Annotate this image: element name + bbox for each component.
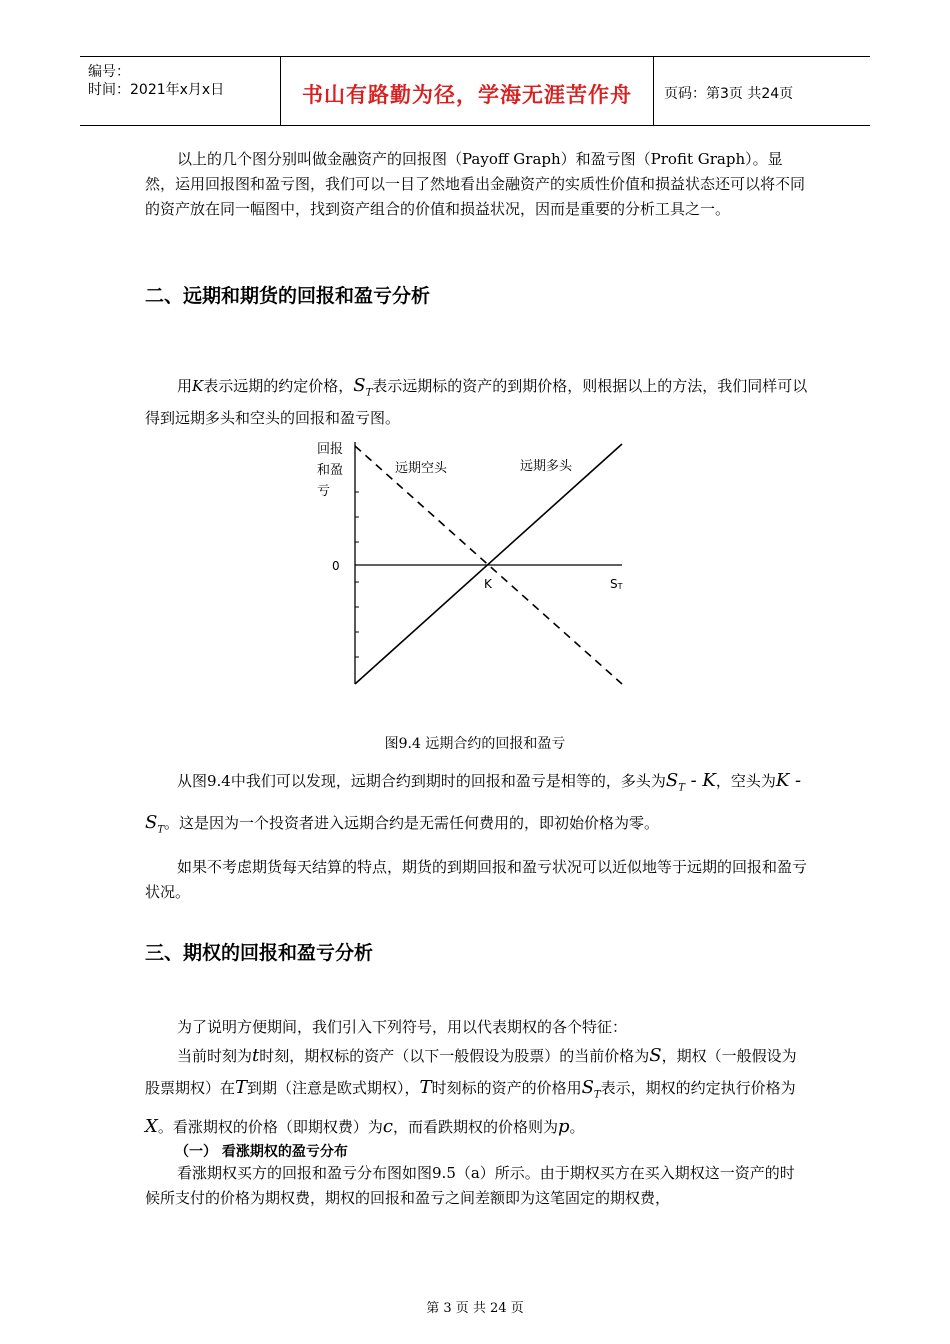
- page-footer: 第 3 页 共 24 页: [426, 1301, 524, 1316]
- section-3-title: 三、期权的回报和盈亏分析: [145, 942, 374, 964]
- zero-label: 0: [332, 559, 340, 573]
- text-run: ，空头为: [715, 772, 776, 790]
- math-S: S: [353, 375, 366, 396]
- y-axis-label-line-1: 回报: [317, 442, 344, 457]
- section-3-paragraph-2: [145, 1040, 809, 1143]
- text-run: 到期（注意是欧式期权），: [247, 1079, 420, 1097]
- intro-paragraph: 以上的几个图分别叫做金融资产的回报图（Payoff Graph）和盈亏图（Profit Graph）。显然，运用回报图和盈亏图，我们可以一目了然地看出金融资产的实质性价值和损益状态还可以将不同的资产放在同一幅图中，找到资产组合的价值和损益状况，因而是重要的分析工具之一。: [145, 150, 806, 218]
- short-forward-label: 远期空头: [395, 461, 448, 476]
- header-left-cell: [80, 57, 281, 125]
- section-3-paragraph-3: 看涨期权买方的回报和盈亏分布图如图9.5（a）所示。由于期权买方在买入期权这一资产的时候所支付的价格为期权费，期权的回报和盈亏之间差额即为这笔固定的期权费，: [145, 1164, 795, 1207]
- math-T: T: [419, 1077, 432, 1098]
- doc-time-label: 时间：2021年x月x日: [88, 82, 225, 98]
- math-c: c: [382, 1115, 393, 1137]
- forward-payoff-chart: [310, 432, 640, 712]
- text-run: 时刻标的资产的价格用: [431, 1079, 582, 1097]
- text-run: 时刻，期权标的资产（以下一般假设为股票）的当前价格为: [259, 1047, 650, 1065]
- section-2-paragraph-3: 如果不考虑期货每天结算的特点，期货的到期回报和盈亏状况可以近似地等于远期的回报和盈亏状况。: [145, 858, 808, 901]
- math-ST-minus-K: [665, 770, 716, 794]
- text-run: 。这是因为一个投资者进入远期合约是无需任何费用的，即初始价格为零。: [164, 813, 660, 832]
- section-2-paragraph-1: [145, 373, 809, 431]
- math-X: X: [145, 1115, 158, 1137]
- header-page-label: 页码：第3页 共24页: [664, 86, 794, 102]
- section-2-paragraph-2: [145, 764, 809, 847]
- math-sub-T: T: [593, 1089, 601, 1101]
- header-motto: 书山有路勤为径，学海无涯苦作舟: [302, 83, 632, 107]
- chart-background: [310, 432, 640, 712]
- strike-k-label: K: [484, 577, 492, 591]
- math-ST: [353, 375, 373, 399]
- text-run: 表示远期标的资产的到期价格，则根据以上的方法，我们同样可以得到远期多头和空头的回报和盈亏图。: [145, 377, 808, 427]
- math-K-minus-S: K - S: [145, 770, 802, 833]
- text-run: 表示，期权的约定执行价格为: [600, 1079, 796, 1097]
- text-run: 。: [569, 1117, 585, 1136]
- math-ST: [581, 1077, 601, 1101]
- text-run: ，期权（一般假设为股票期权）在: [145, 1047, 797, 1097]
- math-T: T: [235, 1077, 248, 1098]
- subsection-1-title: （一） 看涨期权的盈亏分布: [175, 1144, 348, 1160]
- long-forward-label: 远期多头: [520, 459, 573, 474]
- text-run: 。看涨期权的价格（即期权费）为: [157, 1117, 383, 1136]
- section-3-paragraph-1: 为了说明方便期间，我们引入下列符号，用以代表期权的各个特征：: [177, 1018, 628, 1036]
- text-run: 用: [177, 377, 193, 395]
- math-minus-K: - K: [684, 770, 716, 791]
- figure-caption: 图9.4 远期合约的回报和盈亏: [384, 736, 566, 752]
- math-sub-T: T: [157, 824, 165, 836]
- st-t: T: [617, 582, 623, 591]
- math-S: S: [581, 1077, 594, 1098]
- math-sub-T: T: [365, 387, 373, 399]
- header-center-cell: [281, 57, 654, 125]
- header-right-cell: [654, 57, 870, 125]
- section-2-title: 二、远期和期货的回报和盈亏分析: [145, 285, 431, 307]
- math-K: K: [192, 377, 204, 395]
- text-run: 表示远期的约定价格，: [203, 377, 354, 395]
- math-sub-T: T: [678, 782, 685, 794]
- text-run: ，而看跌期权的价格则为: [392, 1117, 558, 1136]
- math-t: t: [252, 1045, 260, 1066]
- text-run: 从图9.4中我们可以发现，远期合约到期时的回报和盈亏是相等的，多头为: [177, 772, 666, 790]
- math-S: S: [649, 1045, 662, 1066]
- page-header: [80, 56, 870, 126]
- st-s: S: [610, 577, 618, 591]
- text-run: 当前时刻为: [177, 1047, 253, 1065]
- y-axis-label-line-2: 和盈: [317, 463, 344, 478]
- doc-number-label: 编号：: [88, 64, 130, 80]
- y-axis-label-line-3: 亏: [317, 484, 331, 499]
- math-S: S: [665, 770, 679, 791]
- math-p: p: [557, 1115, 570, 1137]
